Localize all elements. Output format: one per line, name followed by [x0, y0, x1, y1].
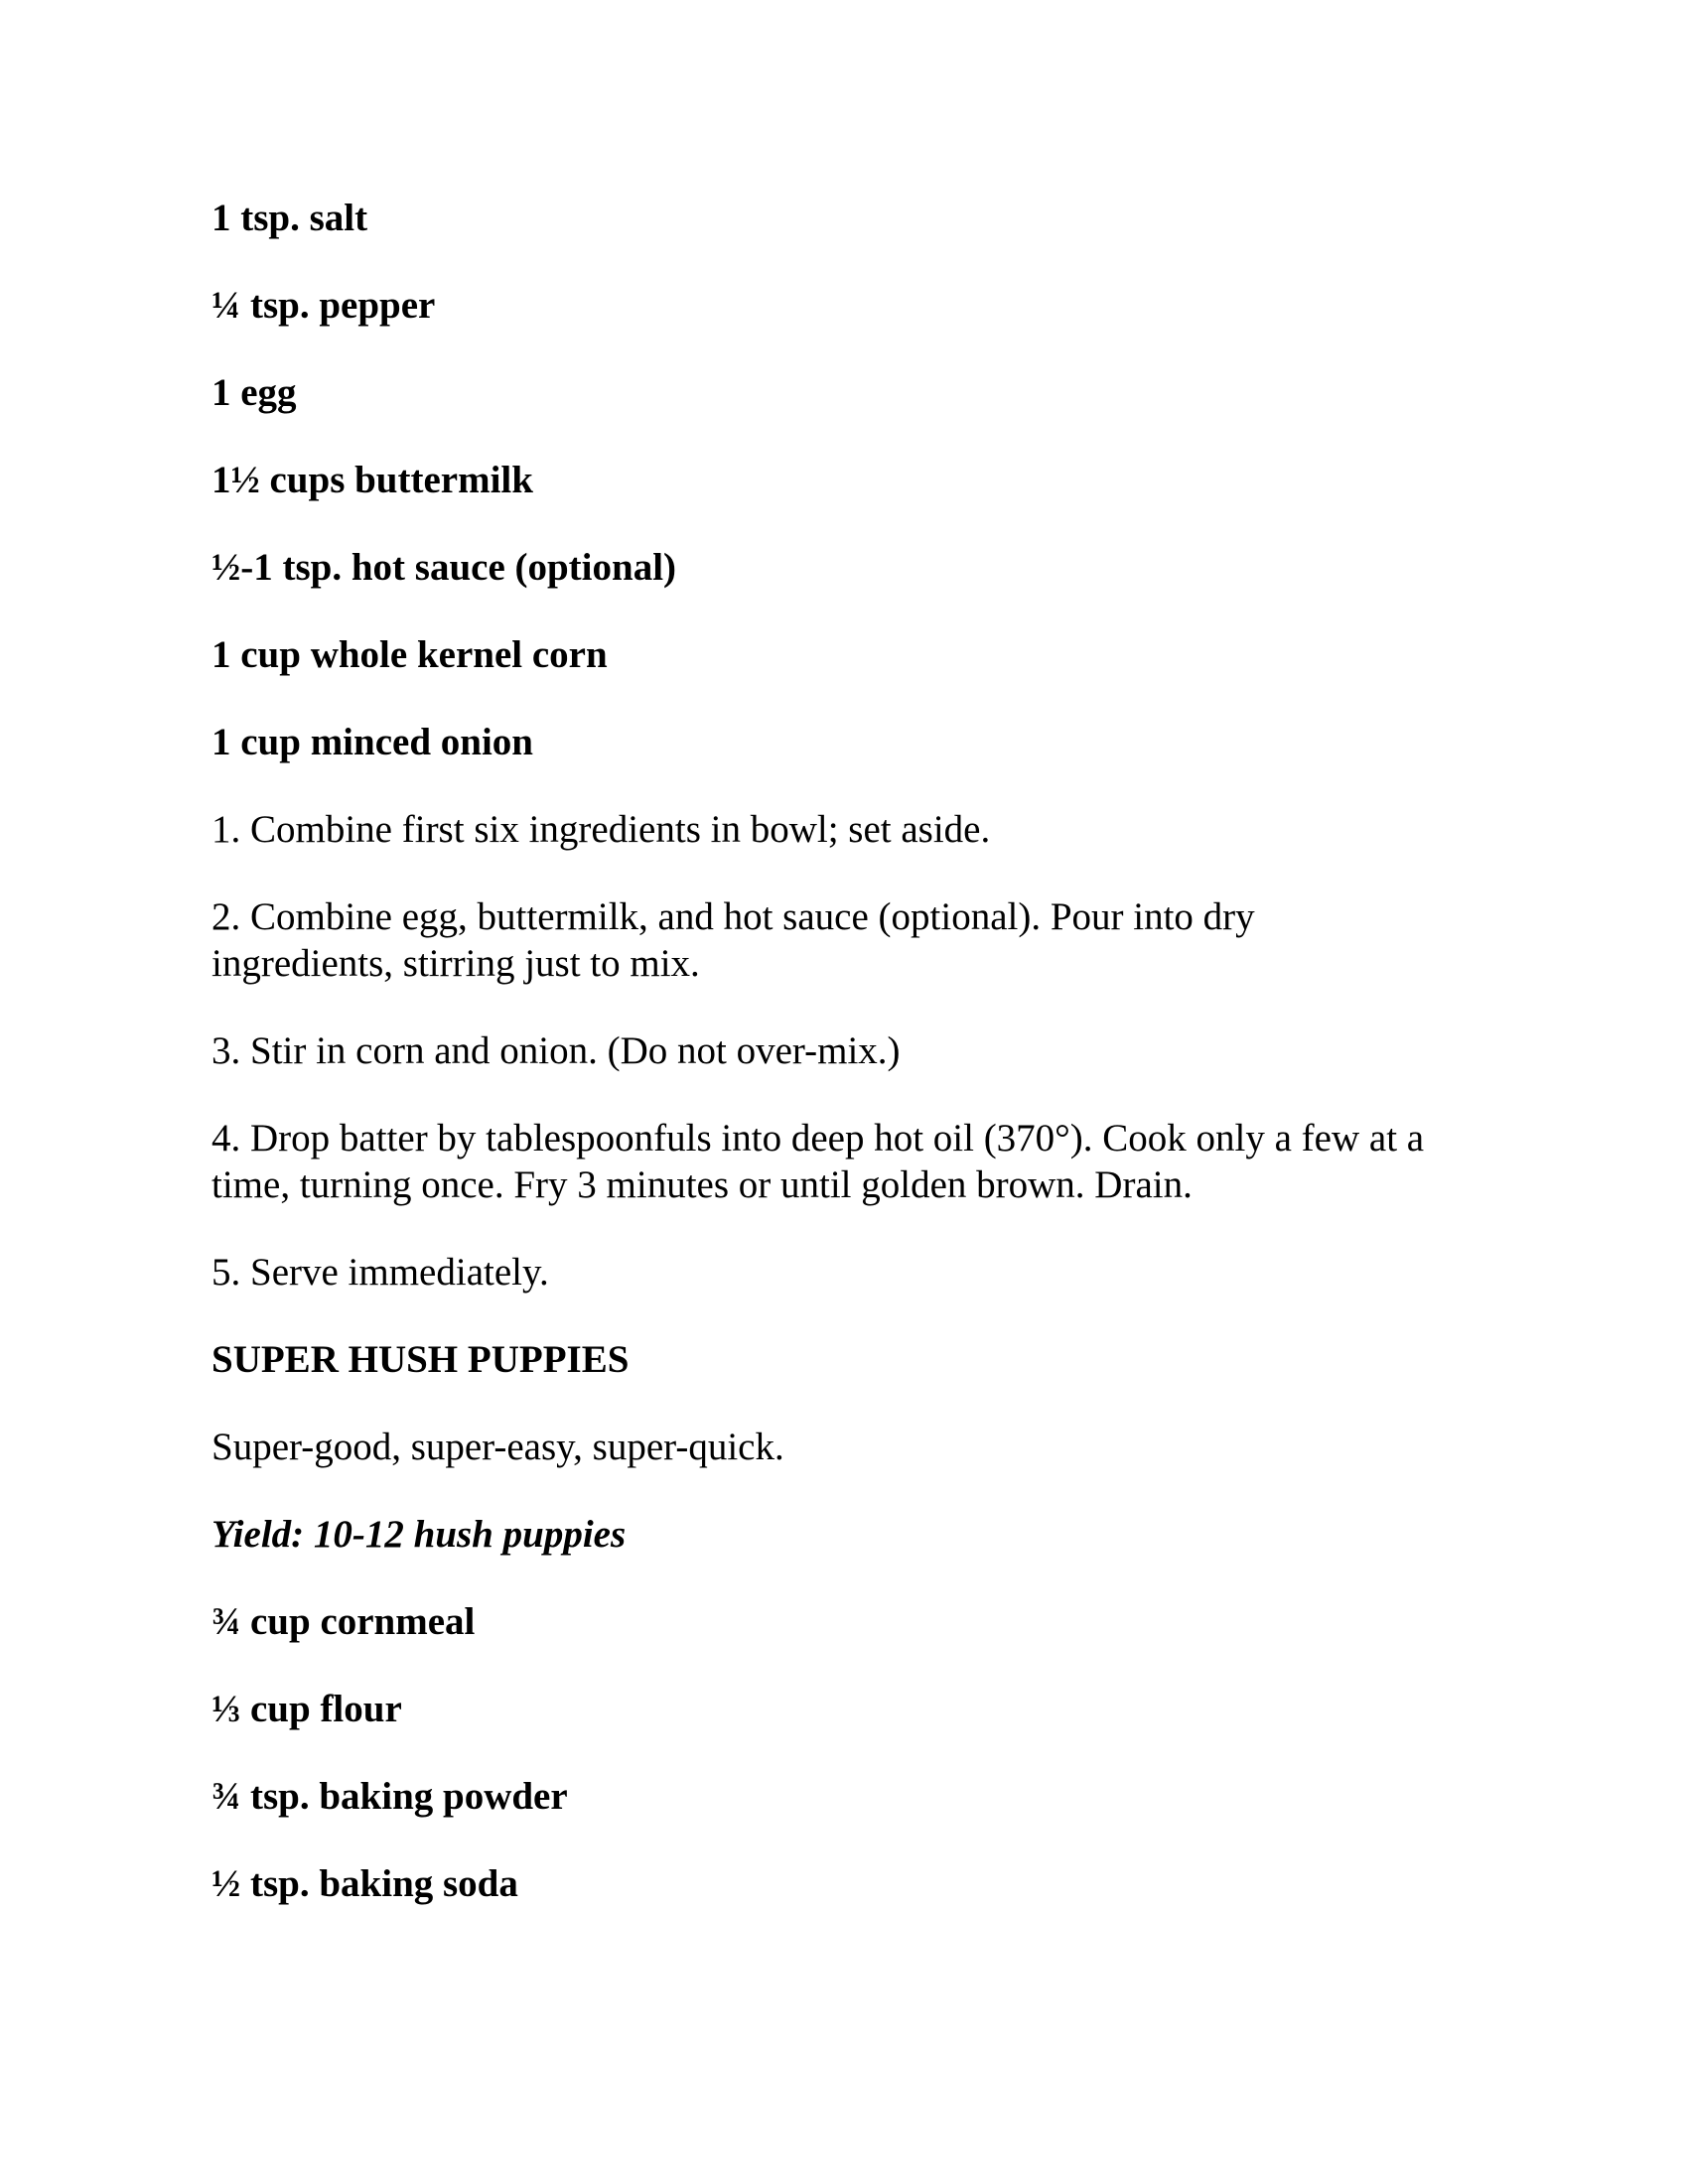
recipe-title: SUPER HUSH PUPPIES	[211, 1338, 630, 1381]
recipe-yield: Yield: 10-12 hush puppies	[211, 1513, 627, 1556]
ingredient-line: 1 cup minced onion	[211, 721, 533, 763]
step-line: 1. Combine first six ingredients in bowl; set aside.	[211, 808, 991, 851]
ingredient-line: ½-1 tsp. hot sauce (optional)	[211, 546, 677, 589]
ingredient-line: 1 tsp. salt	[211, 197, 368, 239]
step-line: 4. Drop batter by tablespoonfuls into deep hot oil (370°). Cook only a few at a time, turning once. Fry 3 minutes or until golden brown. Drain.	[211, 1117, 1425, 1206]
ingredient-line: ¾ tsp. baking powder	[211, 1775, 568, 1818]
ingredient-line: ½ tsp. baking soda	[211, 1862, 518, 1905]
ingredient-line: ¾ cup cornmeal	[211, 1600, 476, 1643]
ingredient-line: 1½ cups buttermilk	[211, 459, 533, 501]
recipe-description: Super-good, super-easy, super-quick.	[211, 1426, 784, 1468]
step-line: 5. Serve immediately.	[211, 1251, 549, 1294]
ingredient-line: 1 egg	[211, 371, 297, 414]
document-page	[211, 195, 1502, 1948]
step-line: 3. Stir in corn and onion. (Do not over-mix.)	[211, 1029, 901, 1072]
ingredient-line: 1 cup whole kernel corn	[211, 633, 608, 676]
ingredient-line: ¼ tsp. pepper	[211, 284, 436, 327]
step-line: 2. Combine egg, buttermilk, and hot sauce (optional). Pour into dry ingredients, stirring just to mix.	[211, 895, 1255, 985]
ingredient-line: ⅓ cup flour	[211, 1688, 402, 1730]
